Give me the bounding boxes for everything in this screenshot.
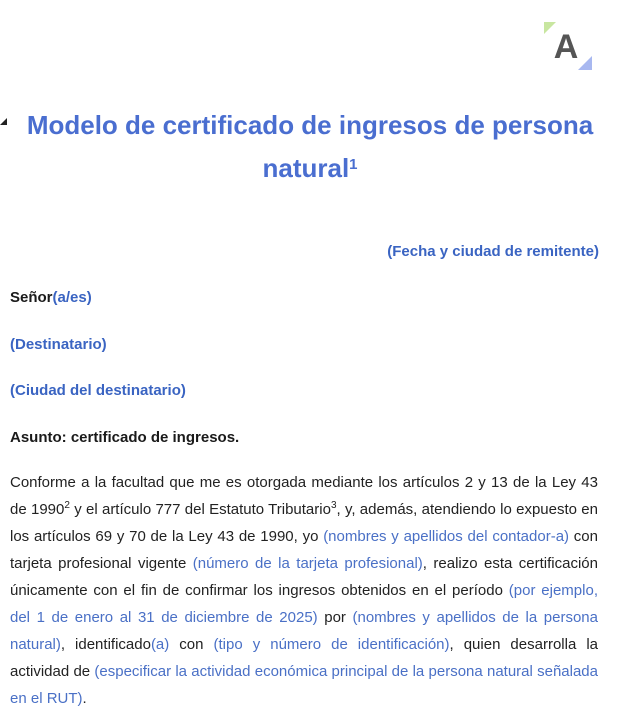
footnote-ref-1[interactable]: 1	[349, 156, 358, 173]
placeholder-actividad: (especificar la actividad económica principal de la persona natural señalada en el RUT)	[10, 663, 598, 707]
recipient-placeholder: (Destinatario)	[10, 336, 107, 353]
collapse-heading-icon[interactable]	[0, 118, 7, 125]
placeholder-persona: (nombres y apellidos de la persona natural)	[10, 609, 598, 653]
footnote-ref-3[interactable]: 3	[330, 500, 337, 511]
document-title: Modelo de certificado de ingresos de persona natural$^1$	[26, 110, 594, 183]
salutation: Señor(a/es)	[10, 289, 92, 306]
subject-line: Asunto: certificado de ingresos.	[10, 429, 240, 446]
certificate-body: Conforme a la facultad que me es otorgada mediante los artículos 2 y 13 de la Ley 43 de 1990$^2$ y el artículo 777 del Estatuto Tributario$^3$, y, además, atendiendo lo expuesto en los artículos 69 y 70 de la Ley 43 de 1990, yo (nombres y apellidos del contador-a) con tarjeta profesional vigente (número de la tarjeta profesional), realizo esta certificación únicamente con el fin de confirmar los ingresos obtenidos en el período (por ejemplo, del 1 de enero al 31 de diciembre de 2025) por (nombres y apellidos de la persona natural), identificado(a) con (tipo y número de identificación), quien desarrolla la actividad de (especificar la actividad económica principal de la persona natural señalada en el RUT).	[10, 474, 598, 707]
placeholder-genero: (a)	[150, 636, 170, 653]
placeholder-periodo: (por ejemplo, del 1 de enero al 31 de diciembre de 2025)	[10, 582, 598, 626]
recipient-city-placeholder: (Ciudad del destinatario)	[10, 382, 186, 399]
footnote-ref-2[interactable]: 2	[64, 500, 70, 511]
date-city-placeholder: (Fecha y ciudad de remitente)	[387, 243, 599, 260]
svg-text:A: A	[553, 28, 579, 66]
placeholder-tarjeta: (número de la tarjeta profesional)	[192, 555, 423, 572]
logo-icon	[544, 22, 592, 70]
placeholder-identificacion: (tipo y número de identificación)	[213, 636, 450, 653]
placeholder-contador: (nombres y apellidos del contador-a)	[323, 528, 570, 545]
